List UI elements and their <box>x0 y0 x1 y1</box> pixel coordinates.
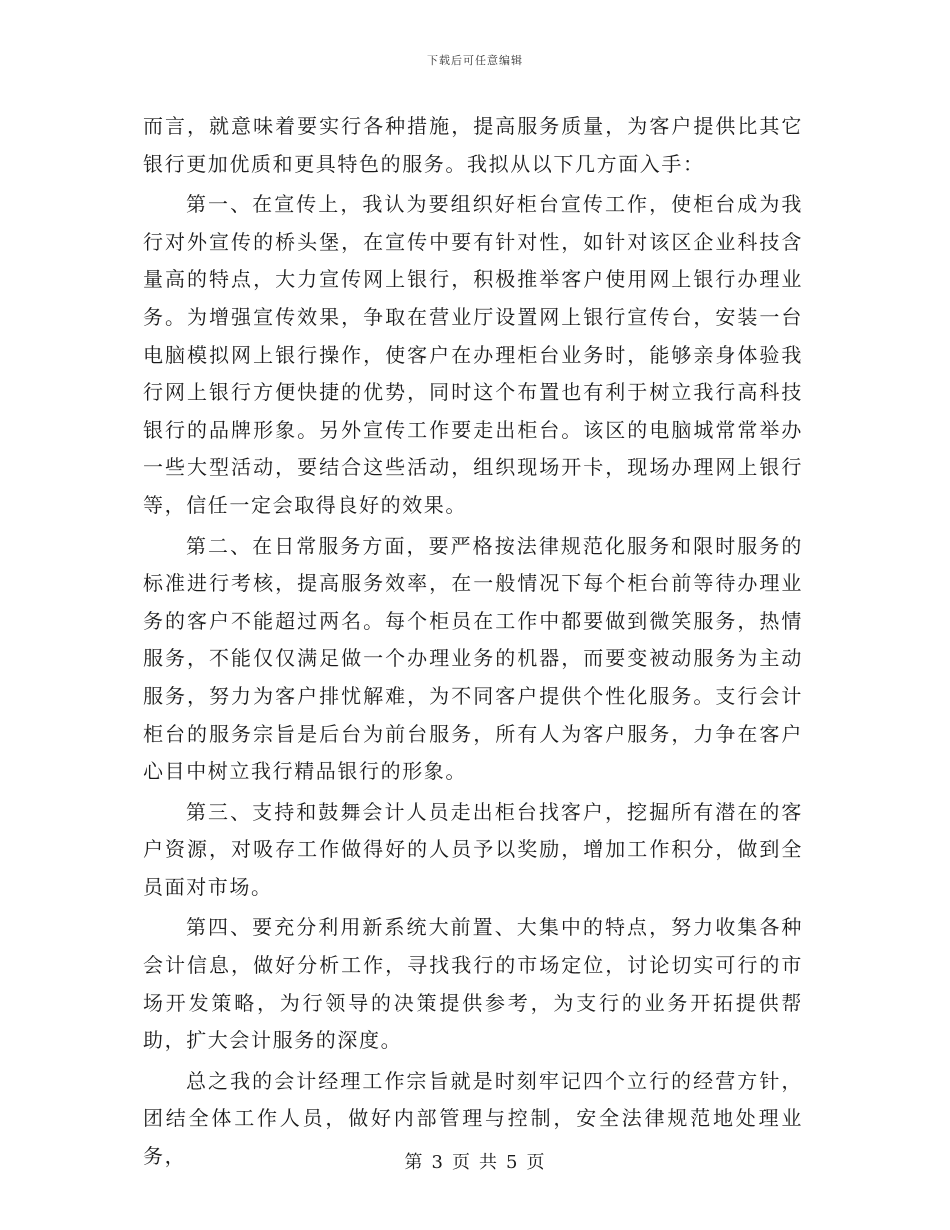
footer-label-page-unit: 页 <box>452 1152 471 1173</box>
footer-label-page: 第 <box>404 1152 424 1173</box>
header-text: 下载后可任意编辑 <box>427 54 523 67</box>
page-header <box>0 52 950 68</box>
paragraph-fourth-point: 第四、要充分利用新系统大前置、大集中的特点，努力收集各种会计信息，做好分析工作，寻找我行的市场定位，讨论切实可行的市场开发策略，为行领导的决策提供参考，为支行的业务开拓提供帮助，扩大会计服务的深度。 <box>143 915 803 1053</box>
paragraph-first-point: 第一、在宣传上，我认为要组织好柜台宣传工作，使柜台成为我行对外宣传的桥头堡，在宣传中要有针对性，如针对该区企业科技含量高的特点，大力宣传网上银行，积极推举客户使用网上银行办理业务。为增强宣传效果，争取在营业厅设置网上银行宣传台，安装一台电脑模拟网上银行操作，使客户在办理柜台业务时，能够亲身体验我行网上银行方便快捷的优势，同时这个布置也有利于树立我行高科技银行的品牌形象。另外宣传工作要走出柜台。该区的电脑城常常举办一些大型活动，要结合这些活动，组织现场开卡，现场办理网上银行等，信任一定会取得良好的效果。 <box>143 192 803 517</box>
document-body <box>143 108 803 1176</box>
footer-label-total: 共 <box>479 1152 498 1173</box>
paragraph-third-point: 第三、支持和鼓舞会计人员走出柜台找客户，挖掘所有潜在的客户资源，对吸存工作做得好的人员予以奖励，增加工作积分，做到全员面对市场。 <box>143 799 803 899</box>
footer-total-pages: 5 <box>506 1152 519 1173</box>
paragraph-summary: 总之我的会计经理工作宗旨就是时刻牢记四个立行的经营方针，团结全体工作人员，做好内部管理与控制，安全法律规范地处理业务， <box>143 1068 803 1169</box>
paragraph-continuation: 而言，就意味着要实行各种措施，提高服务质量，为客户提供比其它银行更加优质和更具特色的服务。我拟从以下几方面入手： <box>143 114 803 176</box>
page-footer <box>0 1148 950 1174</box>
paragraph-second-point: 第二、在日常服务方面，要严格按法律规范化服务和限时服务的标准进行考核，提高服务效率，在一般情况下每个柜台前等待办理业务的客户不能超过两名。每个柜员在工作中都要做到微笑服务，热情服务，不能仅仅满足做一个办理业务的机器，而要变被动服务为主动服务，努力为客户排忧解难，为不同客户提供个性化服务。支行会计柜台的服务宗旨是后台为前台服务，所有人为客户服务，力争在客户心目中树立我行精品银行的形象。 <box>143 533 803 784</box>
footer-label-total-unit: 页 <box>526 1152 546 1173</box>
footer-current-page: 3 <box>431 1152 444 1173</box>
